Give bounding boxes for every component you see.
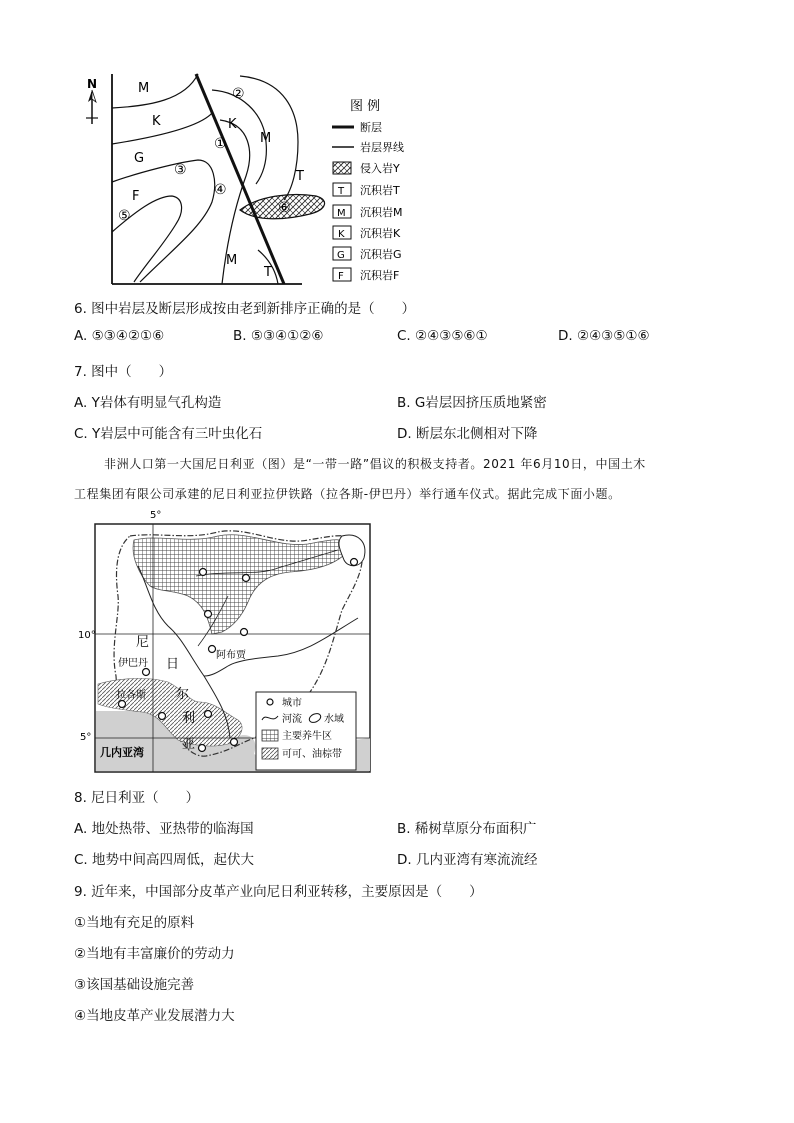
q8-stem: 8. 尼日利亚（ ） <box>74 790 200 806</box>
legend-label-m: 沉积岩M <box>360 206 403 219</box>
intro-line-1: 非洲人口第一大国尼日利亚（图）是“一带一路”倡议的积极支持者。2021 年6月10日，中国土木 <box>104 457 646 471</box>
q9-option-1: ①当地有充足的原料 <box>74 915 195 931</box>
label-t2: T <box>264 265 272 280</box>
country-char-3: 尔 <box>176 687 190 702</box>
legend-sym-f: F <box>338 271 344 282</box>
city-marker <box>231 739 238 746</box>
nigeria-legend <box>256 692 356 770</box>
boundary-kg <box>112 112 213 144</box>
label-m3: M <box>226 253 238 268</box>
lon-5-label: 5° <box>150 510 162 521</box>
city-marker <box>205 611 212 618</box>
legend-cattle: 主要养牛区 <box>282 731 332 742</box>
q9-stem: 9. 近年来，中国部分皮革产业向尼日利亚转移，主要原因是（ ） <box>74 884 483 900</box>
label-g: G <box>134 151 145 166</box>
intrusion-legend-symbol <box>333 162 351 174</box>
q6-option-d: D. ②④③⑤①⑥ <box>558 328 650 344</box>
fault-line <box>196 74 284 284</box>
legend-cocoa: 可可、油棕带 <box>282 749 342 760</box>
country-char-4: 利 <box>182 711 196 726</box>
legend-label-t: 沉积岩T <box>360 184 400 197</box>
gulf-label: 几内亚湾 <box>100 746 144 759</box>
city-legend-icon <box>267 699 273 705</box>
label-n6: ⑥ <box>278 200 291 216</box>
q6-stem: 6. 图中岩层及断层形成按由老到新排序正确的是（ ） <box>74 301 416 317</box>
city-marker-ibadan <box>143 669 150 676</box>
label-k2: K <box>228 117 237 132</box>
legend-label-fault: 断层 <box>360 121 382 134</box>
label-m2: M <box>260 131 272 146</box>
legend-sym-t: T <box>338 186 345 197</box>
geo-legend <box>332 99 404 282</box>
lat-10-label: 10° <box>78 630 96 641</box>
q9-option-4: ④当地皮革产业发展潜力大 <box>74 1008 235 1024</box>
country-char-1: 尼 <box>136 635 150 650</box>
legend-label-boundary: 岩层界线 <box>360 141 404 154</box>
cocoa-legend-icon <box>262 748 278 759</box>
cattle-legend-icon <box>262 730 278 741</box>
legend-sym-m: M <box>337 208 346 219</box>
abuja-label: 阿布贾 <box>216 650 246 661</box>
north-label: N <box>87 77 98 91</box>
ibadan-label: 伊巴丹 <box>118 658 148 669</box>
city-marker <box>241 629 248 636</box>
geo-legend-title: 图 例 <box>350 99 381 114</box>
label-n1: ① <box>214 136 227 152</box>
q7-option-c: C. Y岩层中可能含有三叶虫化石 <box>74 426 263 442</box>
legend-label-intrusion: 侵入岩Y <box>360 162 400 175</box>
label-k1: K <box>152 114 161 129</box>
country-char-2: 日 <box>166 657 180 672</box>
country-char-5: 亚 <box>182 737 196 752</box>
legend-label-k: 沉积岩K <box>360 227 401 240</box>
q8-option-a: A. 地处热带、亚热带的临海国 <box>74 821 254 837</box>
label-f: F <box>132 189 140 204</box>
intro-line-2: 工程集团有限公司承建的尼日利亚拉伊铁路（拉各斯-伊巴丹）举行通车仪式。据此完成下面小题。 <box>74 487 621 501</box>
q6-option-c: C. ②④③⑤⑥① <box>397 328 488 344</box>
nigeria-map-figure <box>78 506 378 776</box>
label-t1: T <box>296 169 304 184</box>
label-n3: ③ <box>174 162 187 178</box>
q7-option-b: B. G岩层因挤压质地紧密 <box>397 395 547 411</box>
boundary-mk <box>112 74 198 108</box>
q7-stem: 7. 图中（ ） <box>74 364 173 380</box>
q6-option-b: B. ⑤③④①②⑥ <box>233 328 324 344</box>
label-n5: ⑤ <box>118 208 131 224</box>
label-m1: M <box>138 81 150 96</box>
legend-city: 城市 <box>282 698 302 709</box>
city-marker <box>205 711 212 718</box>
city-marker <box>199 745 206 752</box>
q9-option-2: ②当地有丰富廉价的劳动力 <box>74 946 235 962</box>
geologic-map-figure <box>80 72 420 290</box>
lat-5-label: 5° <box>80 732 92 743</box>
q8-option-c: C. 地势中间高四周低，起伏大 <box>74 852 255 868</box>
legend-river: 河流 <box>282 714 302 725</box>
label-n2: ② <box>232 86 245 102</box>
q7-option-a: A. Y岩体有明显气孔构造 <box>74 395 222 411</box>
legend-label-g: 沉积岩G <box>360 248 402 261</box>
q8-option-b: B. 稀树草原分布面积广 <box>397 821 537 837</box>
q7-option-d: D. 断层东北侧相对下降 <box>397 426 538 442</box>
legend-sym-g: G <box>337 250 345 261</box>
city-marker <box>200 569 207 576</box>
city-marker <box>159 713 166 720</box>
city-marker-lagos <box>119 701 126 708</box>
label-n4: ④ <box>214 182 227 198</box>
q9-option-3: ③该国基础设施完善 <box>74 977 195 993</box>
legend-water: 水域 <box>324 714 344 725</box>
q8-option-d: D. 几内亚湾有寒流流经 <box>397 852 538 868</box>
north-arrow-icon <box>86 90 98 124</box>
city-marker <box>243 575 250 582</box>
legend-label-f: 沉积岩F <box>360 269 400 282</box>
lagos-label: 拉各斯 <box>116 690 146 701</box>
q6-option-a: A. ⑤③④②①⑥ <box>74 328 165 344</box>
legend-sym-k: K <box>338 229 345 240</box>
city-marker <box>351 559 358 566</box>
city-marker-abuja <box>209 646 216 653</box>
